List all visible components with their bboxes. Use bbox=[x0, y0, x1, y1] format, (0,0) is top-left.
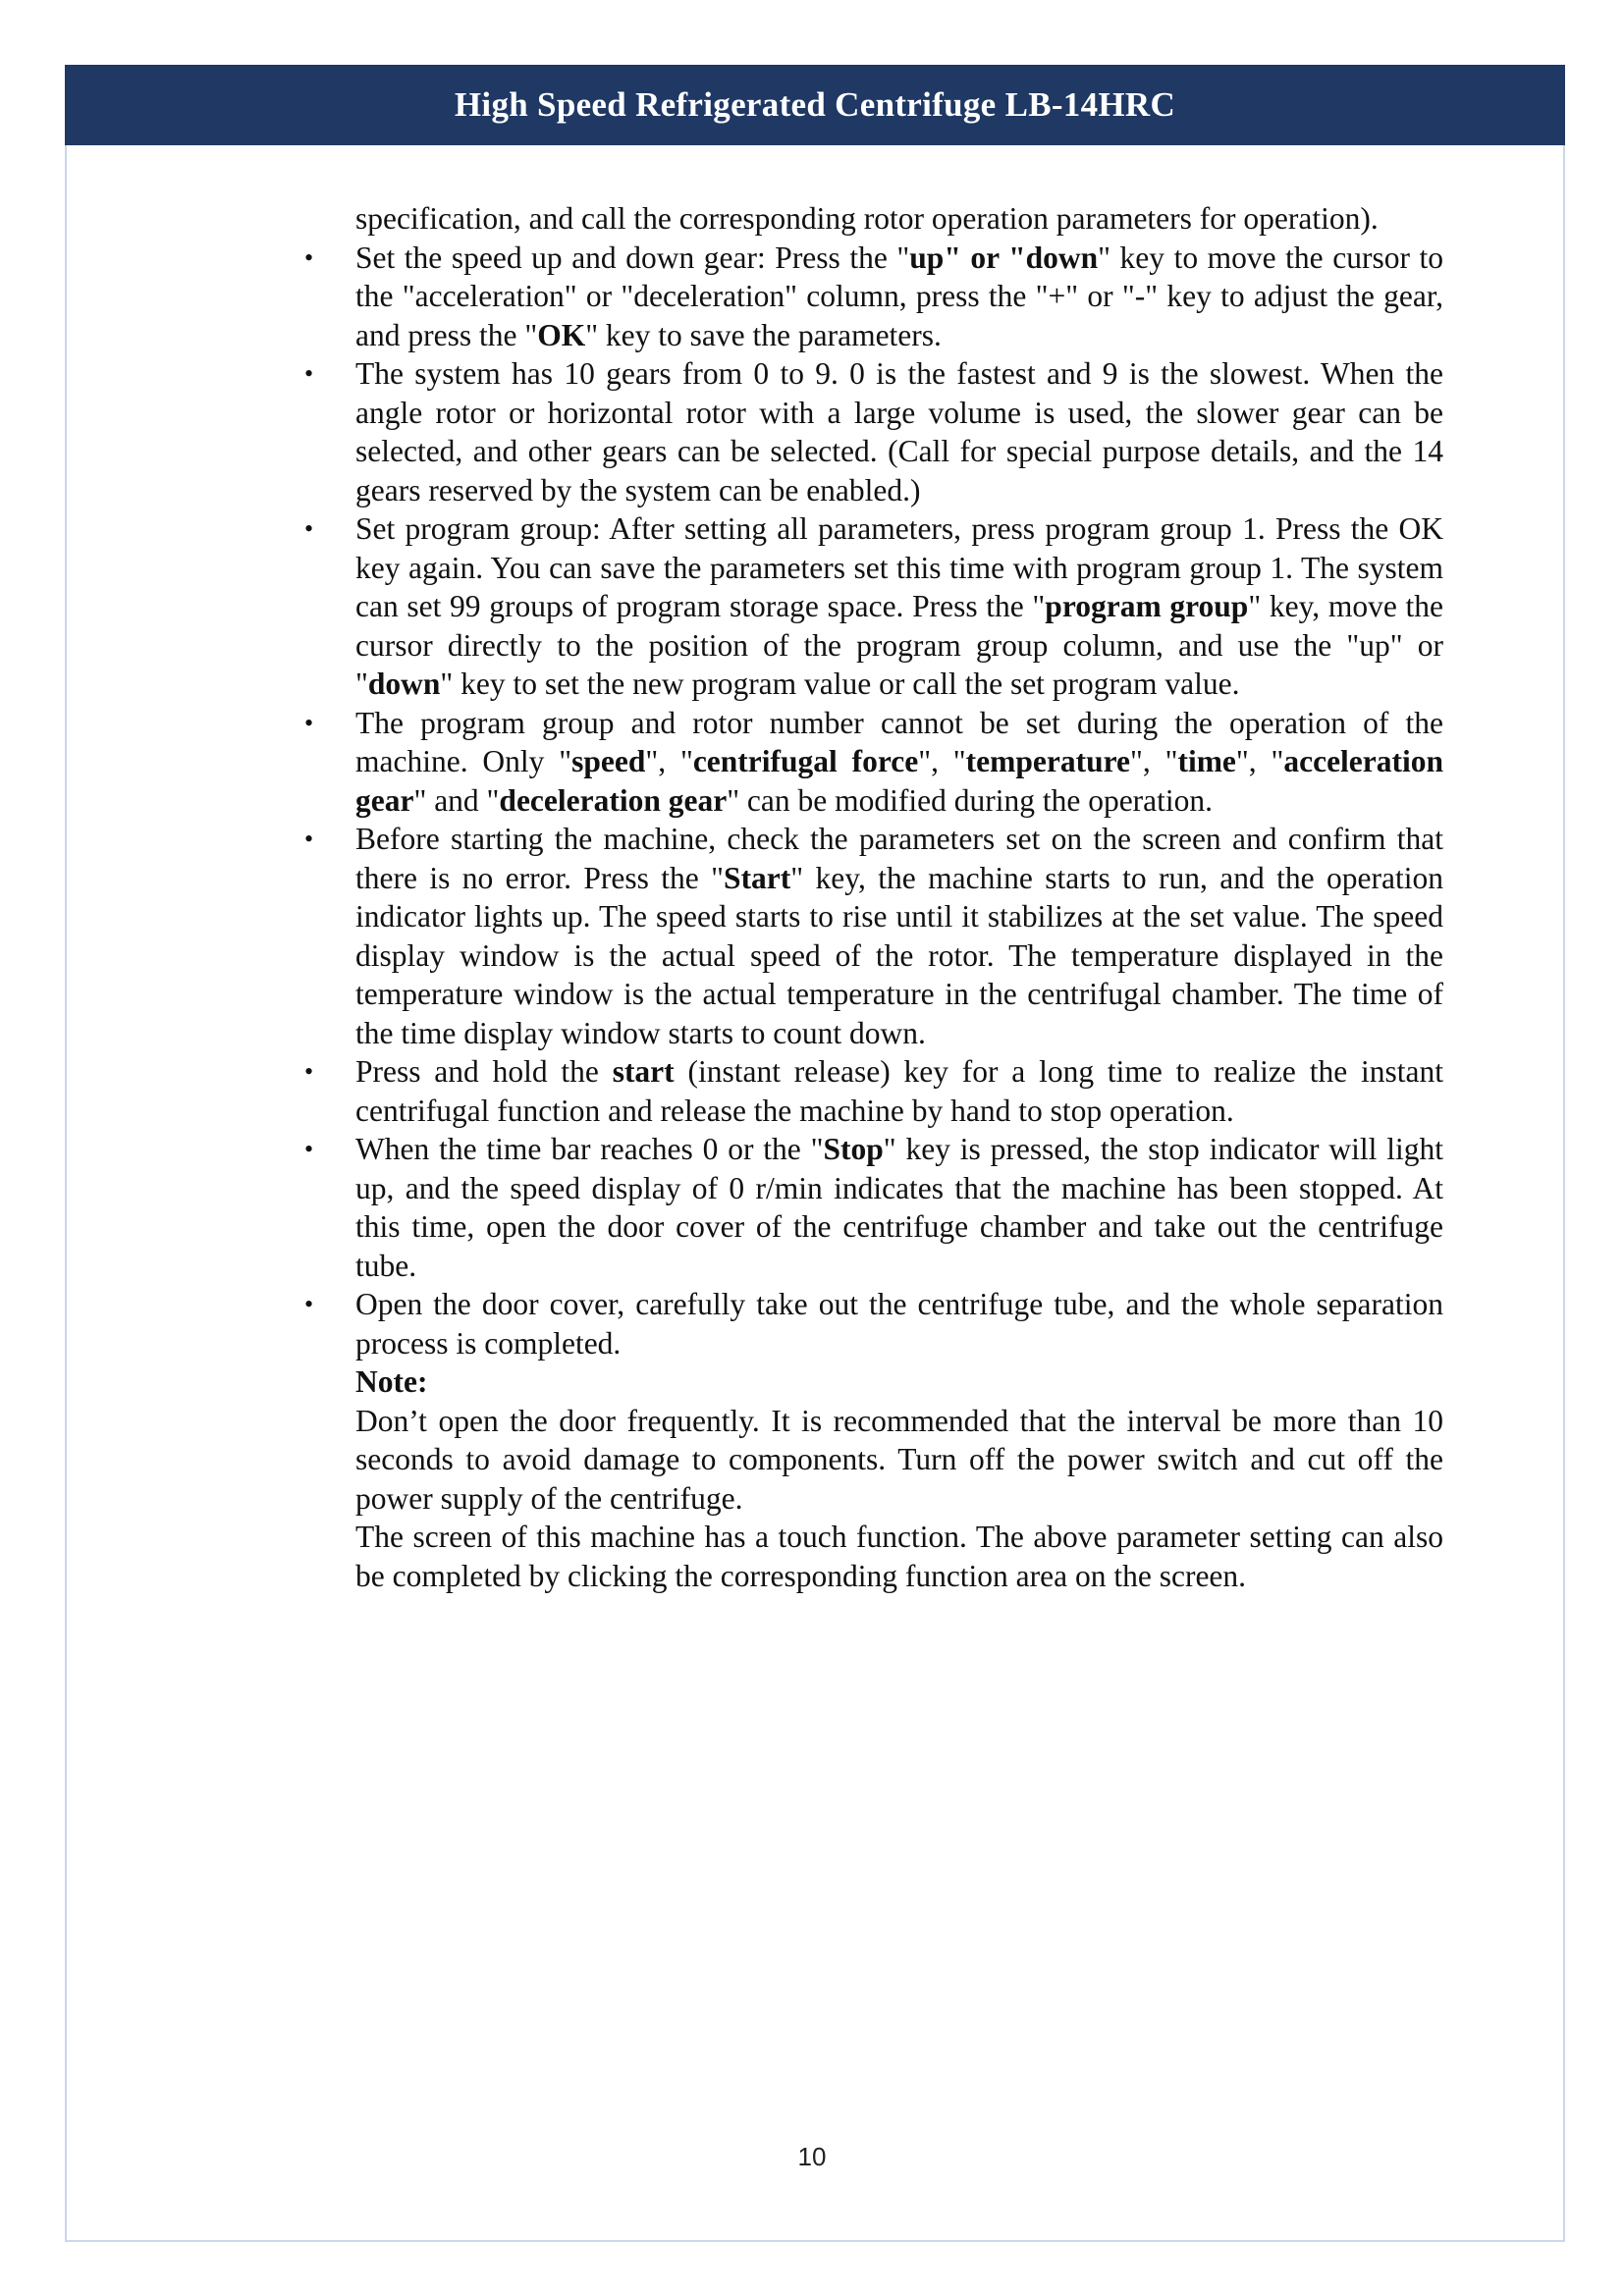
bold-term: acceleration gear bbox=[355, 744, 1444, 818]
bold-term: temperature bbox=[965, 744, 1131, 778]
document-title: High Speed Refrigerated Centrifuge LB-14HRC bbox=[454, 85, 1176, 124]
item-text: Press and hold the start (instant release) key for a long time to realize the instant centrifugal function and release the machine by hand to stop operation. bbox=[355, 1054, 1443, 1128]
bold-term: start bbox=[612, 1054, 675, 1089]
bullet-icon: • bbox=[304, 1135, 314, 1163]
list-item bbox=[300, 509, 1443, 704]
list-item bbox=[300, 1130, 1443, 1285]
page-number: 10 bbox=[797, 2142, 827, 2171]
list-item bbox=[300, 1052, 1443, 1130]
item-text: Set program group: After setting all parameters, press program group 1. Press the OK key again. You can save the parameters set this time with program group 1. The system can set 99 groups of program storage space. Press the "program group" key, move the cursor directly to the position of the program group column, and use the "up" or "down" key to set the new program value or call the set program value. bbox=[355, 511, 1443, 701]
header-banner bbox=[65, 65, 1565, 145]
bold-term: deceleration gear bbox=[499, 782, 728, 818]
note-paragraph: The screen of this machine has a touch function. The above parameter setting can also be completed by clicking the corresponding function area on the screen. bbox=[355, 1520, 1443, 1593]
bullet-icon: • bbox=[304, 825, 314, 853]
lead-paragraph: specification, and call the corresponding rotor operation parameters for operation). bbox=[355, 201, 1379, 236]
bold-term: program group bbox=[1045, 589, 1249, 623]
bullet-icon: • bbox=[304, 1290, 314, 1318]
bullet-icon: • bbox=[304, 708, 314, 737]
bullet-icon: • bbox=[304, 514, 314, 543]
bullet-icon: • bbox=[304, 242, 314, 272]
page-content bbox=[300, 199, 1443, 1595]
item-text: Open the door cover, carefully take out the centrifuge tube, and the whole separation process is completed. bbox=[355, 1287, 1443, 1361]
bold-term: Start bbox=[724, 860, 791, 895]
bullet-icon: • bbox=[304, 1057, 314, 1086]
item-text: Before starting the machine, check the parameters set on the screen and confirm that there is no error. Press the "Start" key, the machine starts to run, and the operation indicator lights up. The speed starts to rise until it stabilizes at the set value. The speed display window is the actual speed of the rotor. The temperature displayed in the temperature window is the actual temperature in the centrifugal chamber. The time of the time display window starts to count down. bbox=[355, 822, 1443, 1050]
item-text: When the time bar reaches 0 or the "Stop" key is pressed, the stop indicator will light up, and the speed display of 0 r/min indicates that the machine has been stopped. At this time, open the door cover of the centrifuge chamber and take out the centrifuge tube. bbox=[355, 1132, 1443, 1283]
list-item bbox=[300, 239, 1443, 355]
list-item bbox=[300, 1285, 1443, 1362]
note-heading: Note: bbox=[355, 1364, 428, 1399]
item-text: The system has 10 gears from 0 to 9. 0 is the fastest and 9 is the slowest. When the angle rotor or horizontal rotor with a large volume is used, the slower gear can be selected, and other gears can be selected. (Call for special purpose details, and the 14 gears reserved by the system can be enabled.) bbox=[355, 356, 1443, 507]
list-item bbox=[300, 820, 1443, 1052]
item-text: The program group and rotor number cannot be set during the operation of the machine. Only "speed", "centrifugal force", "temperature", "time", "acceleration gear" and "deceleration gear" can be modified during the operation. bbox=[355, 705, 1444, 818]
bold-term: centrifugal force bbox=[692, 744, 919, 778]
bold-term: Stop bbox=[823, 1132, 884, 1166]
bold-term: time bbox=[1177, 744, 1236, 778]
list-item bbox=[300, 704, 1443, 821]
note-paragraph: Don’t open the door frequently. It is recommended that the interval be more than 10 seconds to avoid damage to components. Turn off the power switch and cut off the power supply of the centrifuge. bbox=[355, 1403, 1443, 1516]
bold-term: OK bbox=[537, 317, 586, 352]
bullet-icon: • bbox=[304, 359, 314, 388]
bold-term: speed bbox=[571, 744, 646, 778]
bold-term: down bbox=[367, 667, 441, 701]
bold-term: up" or "down bbox=[909, 240, 1099, 275]
item-text: Set the speed up and down gear: Press the "up" or "down" key to move the cursor to the "acceleration" or "deceleration" column, press the "+" or "-" key to adjust the gear, and press the "OK" key to save the parameters. bbox=[355, 240, 1444, 352]
list-item bbox=[300, 354, 1443, 509]
